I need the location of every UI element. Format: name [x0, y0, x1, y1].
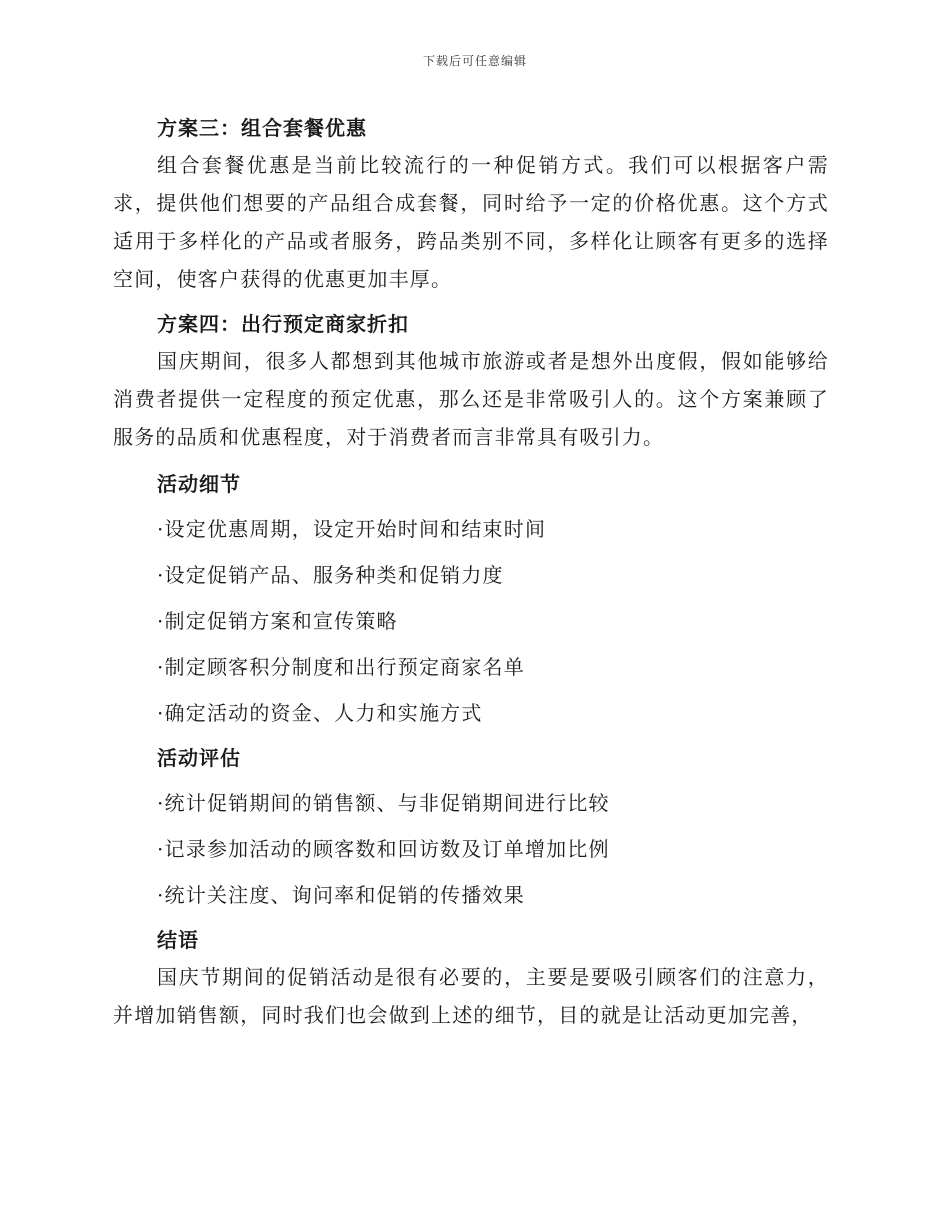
plan4-paragraph: 国庆期间，很多人都想到其他城市旅游或者是想外出度假，假如能够给消费者提供一定程度的预定优惠，那么还是非常吸引人的。这个方案兼顾了服务的品质和优惠程度，对于消费者而言非常具有吸引力。 — [113, 349, 829, 449]
evaluation-item: ·统计关注度、询问率和促销的传播效果 — [157, 883, 525, 907]
conclusion-paragraph: 国庆节期间的促销活动是很有必要的，主要是要吸引顾客们的注意力，并增加销售额，同时我们也会做到上述的细节，目的就是让活动更加完善， — [113, 965, 829, 1027]
details-item: ·确定活动的资金、人力和实施方式 — [157, 701, 483, 725]
plan4-heading: 方案四：出行预定商家折扣 — [157, 312, 409, 336]
document-body — [113, 110, 829, 1034]
evaluation-item: ·记录参加活动的顾客数和回访数及订单增加比例 — [157, 837, 610, 861]
evaluation-item: ·统计促销期间的销售额、与非促销期间进行比较 — [157, 791, 610, 815]
plan3-heading: 方案三：组合套餐优惠 — [157, 116, 367, 140]
details-heading: 活动细节 — [157, 472, 241, 496]
evaluation-heading: 活动评估 — [157, 746, 241, 770]
details-item: ·设定优惠周期，设定开始时间和结束时间 — [157, 517, 547, 541]
page-header: 下载后可任意编辑 — [422, 54, 527, 68]
details-item: ·制定顾客积分制度和出行预定商家名单 — [157, 655, 525, 679]
details-item: ·设定促销产品、服务种类和促销力度 — [157, 563, 504, 587]
conclusion-heading: 结语 — [157, 928, 199, 952]
plan3-paragraph: 组合套餐优惠是当前比较流行的一种促销方式。我们可以根据客户需求，提供他们想要的产品组合成套餐，同时给予一定的价格优惠。这个方式适用于多样化的产品或者服务，跨品类别不同，多样化让顾客有更多的选择空间，使客户获得的优惠更加丰厚。 — [113, 153, 829, 291]
details-item: ·制定促销方案和宣传策略 — [157, 609, 398, 633]
